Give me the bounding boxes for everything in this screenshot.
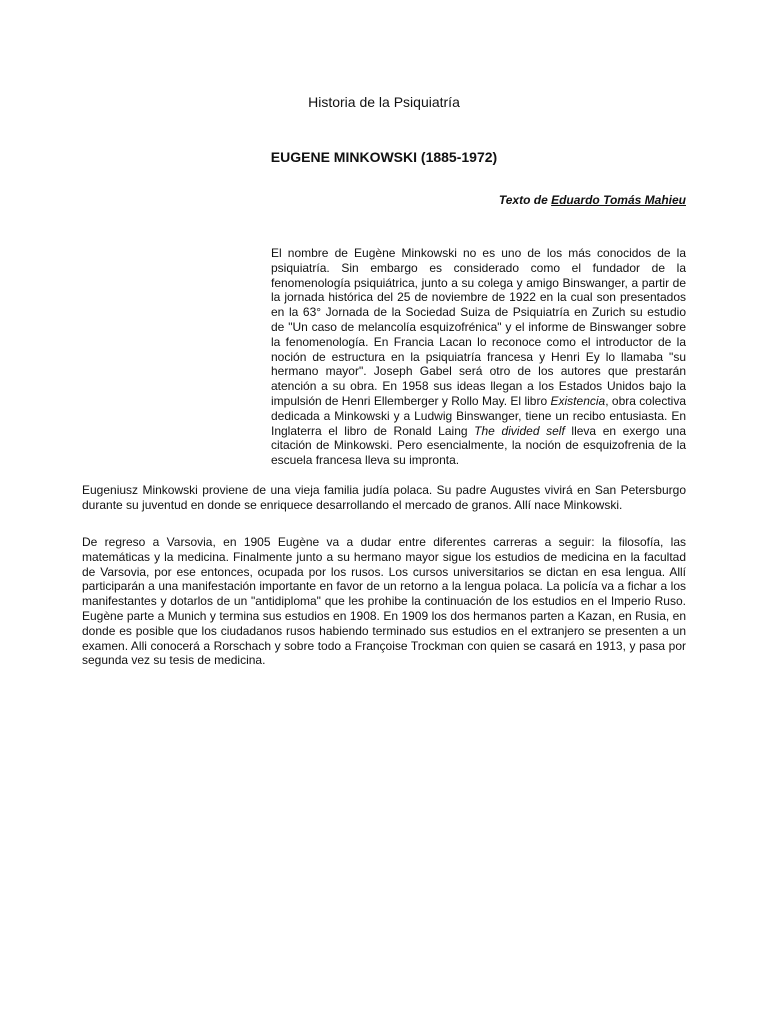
intro-paragraph <box>271 246 686 468</box>
byline-prefix: Texto de <box>498 193 552 207</box>
byline-author-link[interactable]: Eduardo Tomás Mahieu <box>551 193 686 207</box>
intro-text-2: , obra colectiva dedicada a Minkowski y a Ludwig Binswanger, tiene un recibo entusiasta. En Inglaterra el libro de Ronald Laing <box>271 393 686 438</box>
intro-text-3: lleva en exergo una citación de Minkowski. Pero esencialmente, la noción de esquizofrenia de la escuela francesa lleva su impronta. <box>271 423 687 468</box>
intro-book-title-divided-self: The divided self <box>474 423 565 438</box>
running-header: Historia de la Psiquiatría <box>308 94 460 110</box>
byline <box>499 192 686 208</box>
intro-text-1: El nombre de Eugène Minkowski no es uno de los más conocidos de la psiquiatría. Sin embargo es considerado como el fundador de la fenomenología psiquiátrica, junto a su colega y amigo Binswanger, a partir de la jornada histórica del 25 de noviembre de 1922 en la cual son presentados en la 63° Jornada de la Sociedad Suiza de Psiquiatría en Zurich su estudio de "Un caso de melancolía esquizofrénica" y el informe de Binswanger sobre la fenomenología. En Francia Lacan lo reconoce como el introductor de la noción de estructura en la psiquiatría francesa y Henri Ey lo llamaba "su hermano mayor". Joseph Gabel será otro de los autores que prestarán atención a su obra. En 1958 sus ideas llegan a los Estados Unidos bajo la impulsión de Henri Ellemberger y Rollo May. El libro <box>271 246 686 408</box>
body-paragraph-origins: Eugeniusz Minkowski proviene de una vieja familia judía polaca. Su padre Augustes vivirá en San Petersburgo durante su juventud en donde se enriquece desarrollando el mercado de granos. Allí nace Minkowski. <box>82 483 686 512</box>
body-paragraph-studies: De regreso a Varsovia, en 1905 Eugène va a dudar entre diferentes carreras a seguir: la filosofía, las matemáticas y la medicina. Finalmente junto a su hermano mayor sigue los estudios de medicina en la facultad de Varsovia, por ese entonces, ocupada por los rusos. Los cursos universitarios se dictan en esa lengua. Allí participarán a una manifestación importante en favor de un retorno a la lengua polaca. La policía va a fichar a los manifestantes y dotarlos de un "antidiploma" que les prohibe la continuación de los estudios en el Imperio Ruso. Eugène parte a Munich y termina sus estudios en 1908. En 1909 los dos hermanos parten a Kazan, en Rusia, en donde es posible que los ciudadanos rusos habiendo terminado sus estudios en el extranjero se presenten a un examen. Alli conocerá a Rorschach y sobre todo a Françoise Trockman con quien se casará en 1913, y pasa por segunda vez su tesis de medicina. <box>82 535 686 668</box>
article-title: EUGENE MINKOWSKI (1885-1972) <box>270 149 498 165</box>
intro-book-title-existencia: Existencia <box>550 393 606 408</box>
